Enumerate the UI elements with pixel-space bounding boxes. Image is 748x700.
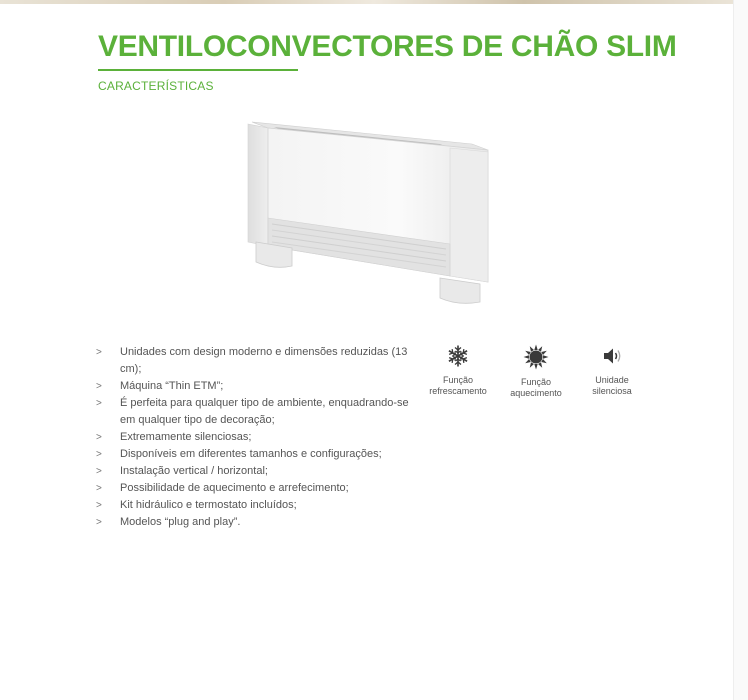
badge-label bbox=[420, 375, 496, 397]
feature-text: Máquina “Thin ETM”; bbox=[120, 380, 224, 392]
badge-label-line1: Função bbox=[442, 375, 474, 385]
feature-item bbox=[96, 395, 416, 429]
feature-text: Possibilidade de aquecimento e arrefecimento; bbox=[120, 482, 349, 494]
section-subtitle: CARACTERÍSTICAS bbox=[98, 79, 214, 93]
bullet-chevron: > bbox=[96, 347, 102, 358]
bullet-chevron: > bbox=[96, 449, 102, 460]
bullet-chevron: > bbox=[96, 432, 102, 443]
bullet-chevron: > bbox=[96, 500, 102, 511]
feature-text: É perfeita para qualquer tipo de ambiente, enquadrando-se em qualquer tipo de decoração; bbox=[120, 397, 409, 426]
feature-text: Instalação vertical / horizontal; bbox=[120, 465, 268, 477]
feature-item bbox=[96, 497, 416, 514]
feature-item bbox=[96, 480, 416, 497]
feature-text: Unidades com design moderno e dimensões reduzidas (13 cm); bbox=[120, 346, 408, 375]
feature-text: Modelos “plug and play”. bbox=[120, 516, 241, 528]
feature-item bbox=[96, 463, 416, 480]
badge-label-line2: refrescamento bbox=[429, 386, 487, 396]
feature-item bbox=[96, 378, 416, 395]
feature-badge bbox=[574, 344, 650, 397]
badge-label-line2: silenciosa bbox=[592, 386, 632, 396]
feature-item bbox=[96, 446, 416, 463]
bullet-chevron: > bbox=[96, 483, 102, 494]
feature-text: Extremamente silenciosas; bbox=[120, 431, 252, 443]
feature-text: Kit hidráulico e termostato incluídos; bbox=[120, 499, 297, 511]
badge-label bbox=[574, 375, 650, 397]
feature-text: Disponíveis em diferentes tamanhos e configurações; bbox=[120, 448, 382, 460]
feature-item bbox=[96, 429, 416, 446]
badge-label-line1: Função bbox=[520, 377, 552, 387]
feature-badge bbox=[420, 344, 496, 397]
sun-icon bbox=[498, 344, 574, 370]
bullet-chevron: > bbox=[96, 381, 102, 392]
bullet-chevron: > bbox=[96, 398, 102, 409]
feature-item bbox=[96, 344, 416, 378]
feature-badge bbox=[498, 344, 574, 399]
title-underline bbox=[98, 69, 298, 71]
fan-coil-unit-image bbox=[240, 118, 490, 308]
badge-label-line1: Unidade bbox=[595, 375, 629, 385]
feature-item bbox=[96, 514, 416, 531]
feature-badges bbox=[420, 344, 660, 414]
features-list bbox=[96, 344, 416, 531]
bullet-chevron: > bbox=[96, 466, 102, 477]
snowflake-icon bbox=[420, 344, 496, 368]
page-edge bbox=[733, 0, 748, 700]
bullet-chevron: > bbox=[96, 517, 102, 528]
page-title: VENTILOCONVECTORES DE CHÃO SLIM bbox=[98, 30, 677, 63]
top-photo-strip bbox=[0, 0, 748, 4]
speaker-icon bbox=[574, 344, 650, 368]
badge-label-line2: aquecimento bbox=[510, 388, 562, 398]
badge-label bbox=[498, 377, 574, 399]
